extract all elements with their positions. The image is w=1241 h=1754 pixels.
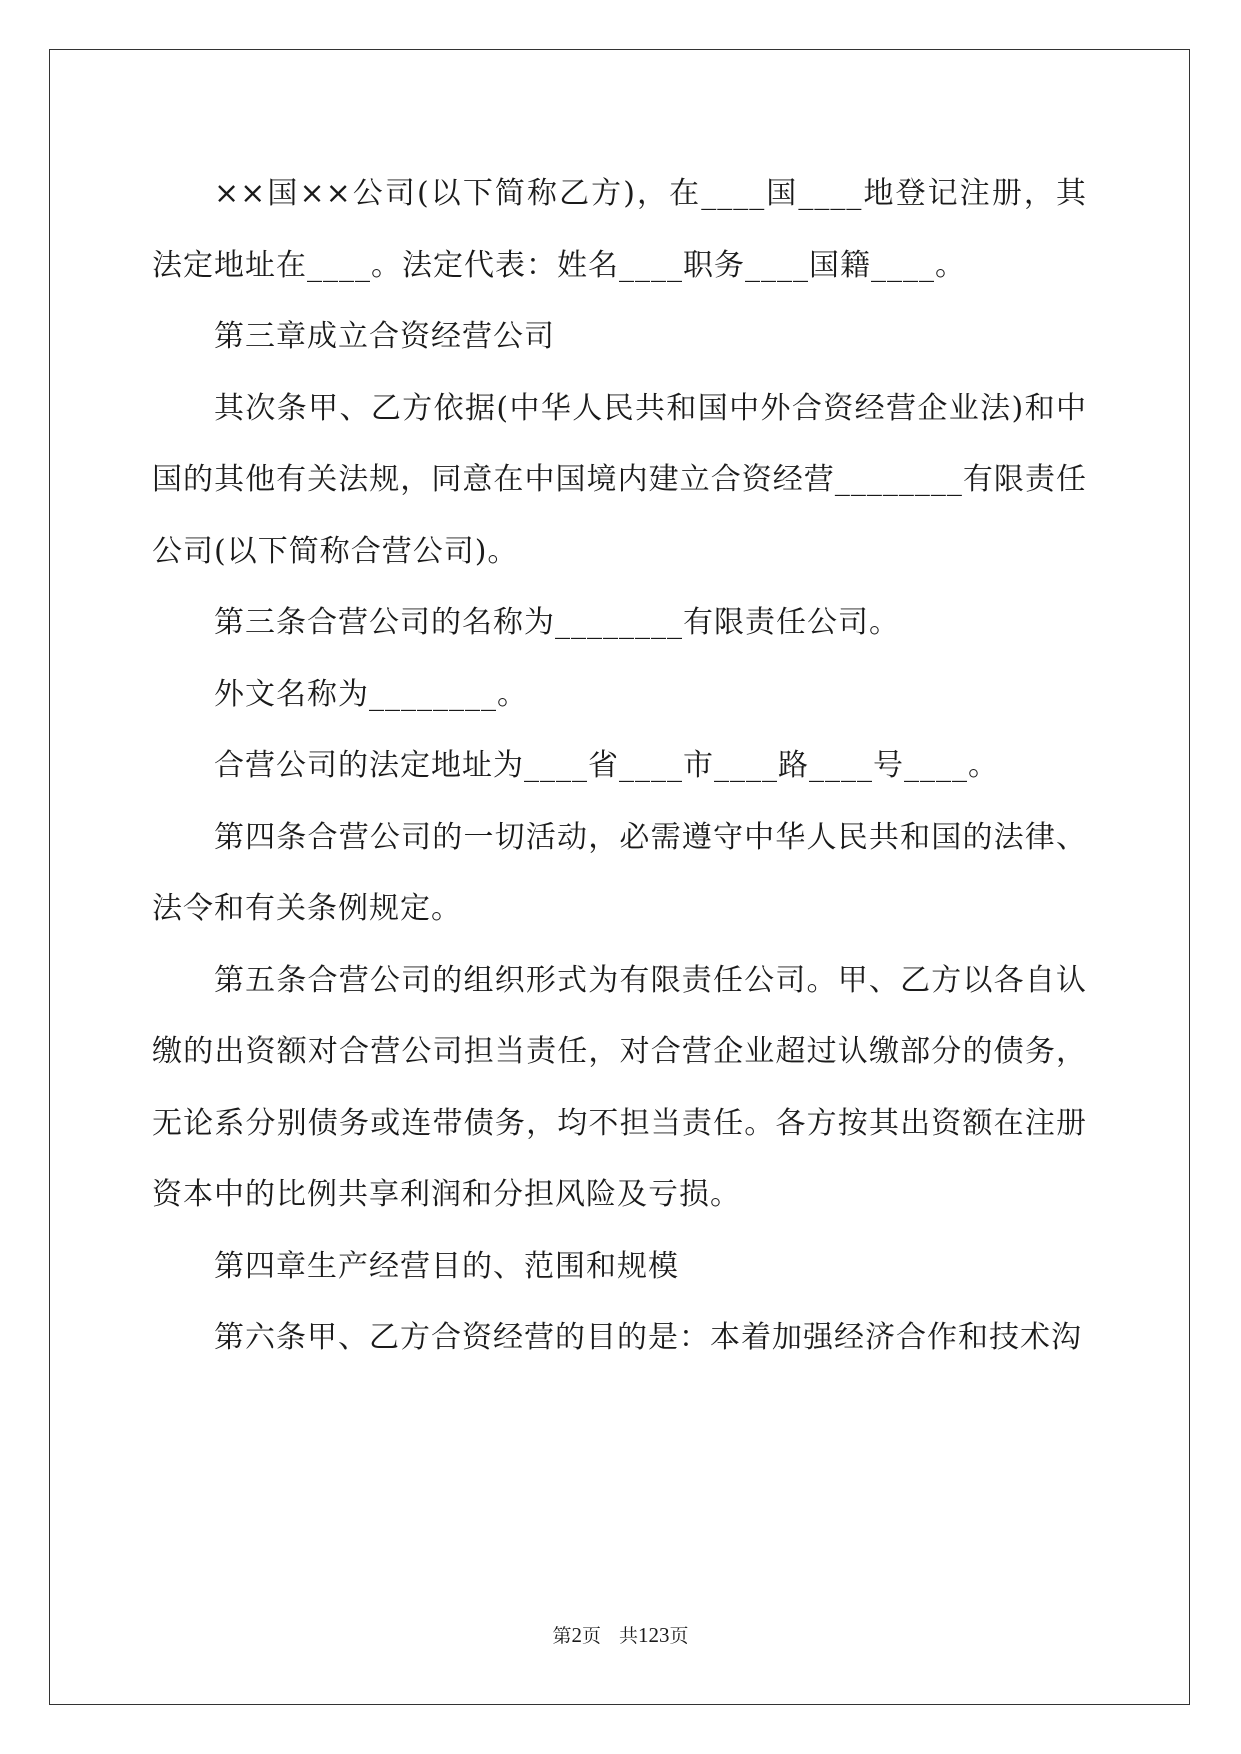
- document-body: [152, 158, 1087, 1374]
- article-5: 第五条合营公司的组织形式为有限责任公司。甲、乙方以各自认缴的出资额对合营公司担当责任，对合营企业超过认缴部分的债务，无论系分别债务或连带债务，均不担当责任。各方按其出资额在注册资本中的比例共享利润和分担风险及亏损。: [152, 962, 1087, 1212]
- paragraph-party-b: ××国××公司(以下简称乙方)，在____国____地登记注册，其法定地址在____。法定代表：姓名____职务____国籍____。: [152, 176, 1087, 283]
- article-4: 第四条合营公司的一切活动，必需遵守中华人民共和国的法律、法令和有关条例规定。: [152, 819, 1087, 926]
- total-pages: 123: [638, 1623, 670, 1647]
- chapter-heading-4: 第四章生产经营目的、范围和规模: [214, 1248, 679, 1284]
- page-prefix: 第: [552, 1626, 572, 1647]
- article-3: 第三条合营公司的名称为________有限责任公司。: [214, 605, 900, 640]
- total-prefix: 共: [619, 1626, 639, 1647]
- page-footer: [0, 1621, 1241, 1648]
- foreign-name: 外文名称为________。: [214, 676, 528, 712]
- page-number: 2: [571, 1623, 582, 1647]
- total-suffix: 页: [669, 1626, 689, 1647]
- article-2: 其次条甲、乙方依据(中华人民共和国中外合资经营企业法)和中国的其他有关法规，同意在中国境内建立合资经营________有限责任公司(以下简称合营公司)。: [152, 390, 1087, 569]
- legal-address: 合营公司的法定地址为____省____市____路____号____。: [214, 748, 999, 783]
- chapter-heading-3: 第三章成立合资经营公司: [214, 319, 555, 354]
- article-6: 第六条甲、乙方合资经营的目的是：本着加强经济合作和技术沟: [214, 1320, 1082, 1355]
- page-suffix: 页: [581, 1626, 601, 1647]
